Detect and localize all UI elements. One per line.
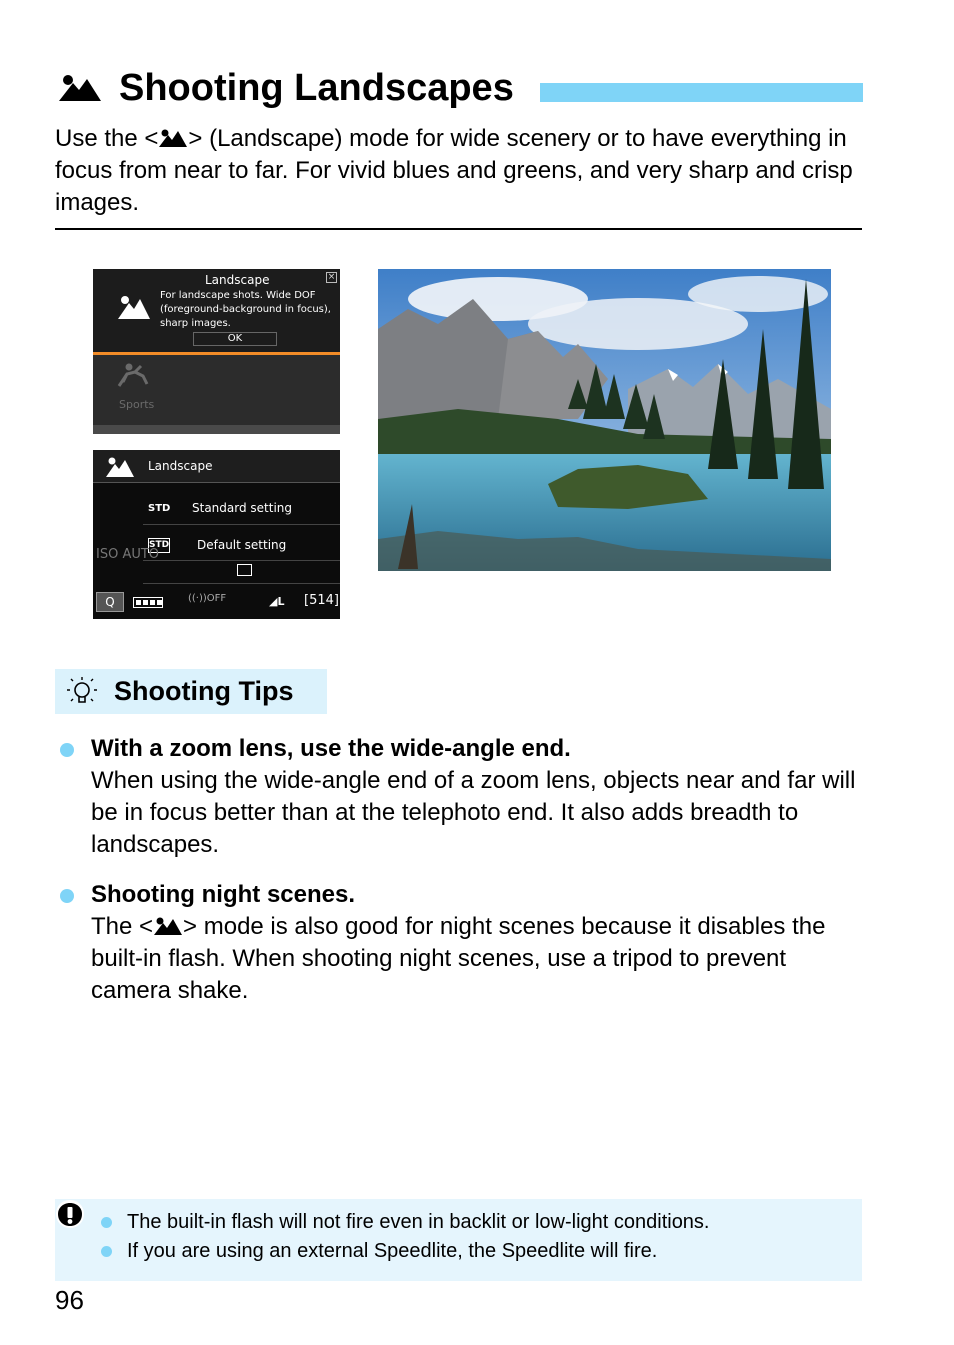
tip-body: When using the wide-angle end of a zoom lens, objects near and far will be in focus better than at the telephoto end. It also adds breadth to landscapes.: [91, 767, 856, 858]
wifi-off-icon: ((·))OFF: [188, 593, 227, 604]
landscape-photo: [378, 269, 831, 571]
bullet-icon: [60, 743, 74, 757]
intro-text-end: > (Landscape) mode for wide scenery or to have everything in focus from near to far. For vivid blues and greens, and very sharp and crisp images.: [55, 125, 853, 216]
intro-paragraph: [55, 123, 863, 219]
picture-style-setting: Standard setting: [192, 501, 293, 515]
mode-guide-title: Landscape: [205, 273, 270, 287]
bullet-icon: [60, 889, 74, 903]
section-divider: [55, 228, 862, 230]
shots-remaining-label: [514]: [304, 593, 339, 608]
tip-text-start: The <: [91, 913, 154, 940]
shooting-tips-heading: [55, 669, 327, 714]
tip-body: [91, 911, 861, 1007]
drive-mode-icon: [237, 564, 252, 576]
bullet-icon: [101, 1246, 112, 1257]
shooting-mode-label: Landscape: [148, 459, 213, 473]
iso-auto-label: ISO AUTO: [96, 547, 160, 562]
ok-button: OK: [193, 332, 277, 346]
row-divider: [143, 560, 340, 561]
tips-title: Shooting Tips: [114, 676, 294, 706]
battery-icon: [133, 597, 163, 608]
mode-guide-description: For landscape shots. Wide DOF (foreground-background in focus), sharp images.: [160, 290, 331, 329]
close-icon: ×: [327, 272, 336, 282]
tip-item: [55, 733, 863, 861]
tip-title: With a zoom lens, use the wide-angle end.: [91, 735, 571, 762]
default-setting-label: Default setting: [197, 538, 287, 552]
quick-control-button: Q: [96, 592, 124, 612]
tip-text-end: > mode is also good for night scenes because it disables the built-in flash. When shooting night scenes, use a tripod to prevent camera shake.: [91, 913, 826, 1004]
page-header: [55, 66, 863, 112]
caution-icon: [55, 1199, 85, 1231]
landscape-mode-icon: [105, 456, 135, 478]
page-number: 96: [55, 1285, 84, 1315]
landscape-mode-icon: [158, 128, 188, 148]
sports-mode-icon: [115, 362, 151, 390]
tip-item: [55, 879, 863, 1007]
camera-mode-guide-screen: [93, 269, 340, 434]
intro-text-start: Use the <: [55, 125, 159, 152]
screen-footer-bar: [93, 425, 340, 434]
caution-note: [55, 1199, 862, 1281]
caution-text: If you are using an external Speedlite, the Speedlite will fire.: [127, 1240, 658, 1262]
landscape-mode-icon: [57, 73, 103, 103]
camera-settings-screen: [93, 450, 340, 619]
selection-accent-line: [93, 352, 340, 355]
image-quality-label: ◢L: [269, 595, 285, 608]
row-divider: [143, 583, 340, 584]
page-title: Shooting Landscapes: [119, 67, 514, 109]
next-mode-label: Sports: [119, 398, 155, 411]
tip-title: Shooting night scenes.: [91, 881, 356, 908]
title-accent-bar: [540, 83, 863, 102]
landscape-mode-icon: [117, 294, 151, 320]
std-badge-icon: STD: [148, 538, 170, 553]
lightbulb-icon: [65, 675, 99, 709]
row-divider: [143, 524, 340, 525]
landscape-mode-icon: [153, 916, 183, 936]
settings-header: [93, 450, 340, 483]
picture-style-icon: STD: [148, 503, 171, 514]
bullet-icon: [101, 1217, 112, 1228]
caution-text: The built-in flash will not fire even in backlit or low-light conditions.: [127, 1211, 710, 1233]
